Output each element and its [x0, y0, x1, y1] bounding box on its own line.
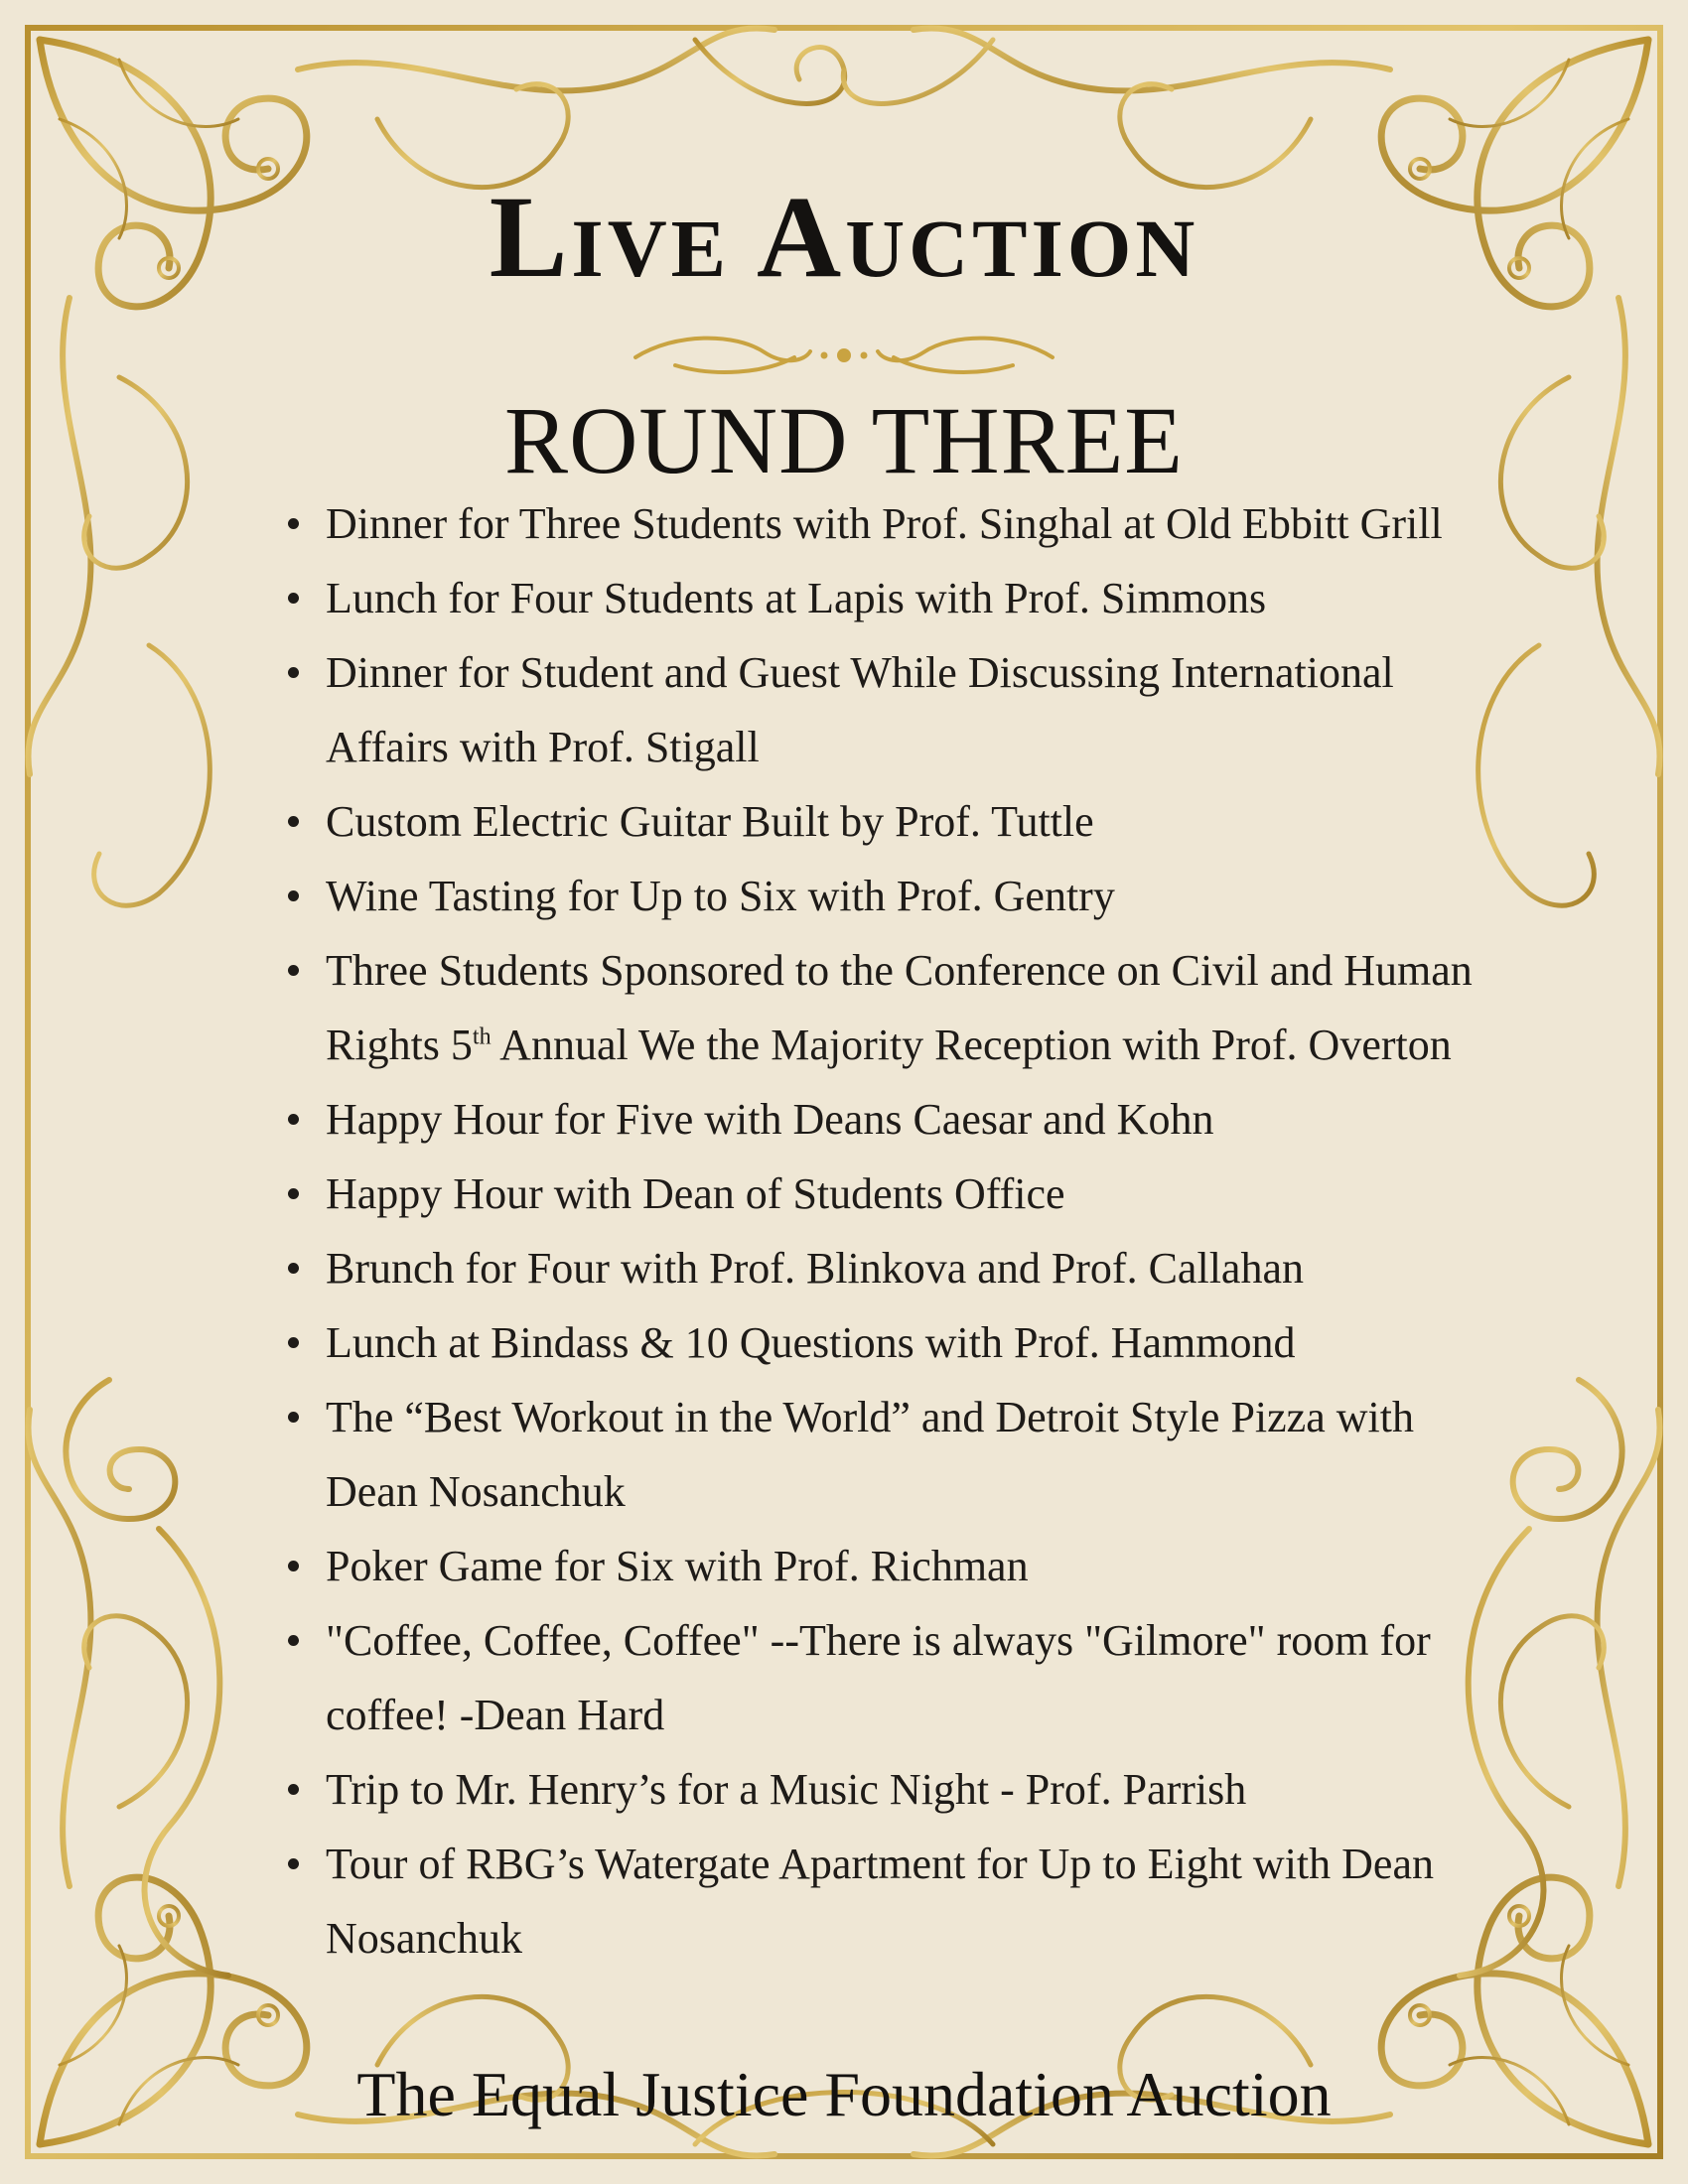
bullet-dot — [288, 1380, 304, 1454]
bullet-dot — [288, 1305, 304, 1380]
round-subtitle: ROUND THREE — [504, 387, 1184, 493]
ornamental-divider — [616, 328, 1072, 383]
list-item: Dinner for Three Students with Prof. Singhal at Old Ebbitt Grill — [288, 486, 1479, 561]
bullet-dot — [288, 933, 304, 1008]
list-item: Brunch for Four with Prof. Blinkova and Prof. Callahan — [288, 1231, 1479, 1305]
footer-title: The Equal Justice Foundation Auction — [356, 2059, 1332, 2129]
bullet-dot — [288, 1157, 304, 1231]
bullet-dot — [288, 1827, 304, 1901]
page-title: Live Auction — [489, 172, 1199, 302]
bullet-dot — [288, 1529, 304, 1603]
list-item: Lunch at Bindass & 10 Questions with Prof. Hammond — [288, 1305, 1479, 1380]
list-item: The “Best Workout in the World” and Detroit Style Pizza with Dean Nosanchuk — [288, 1380, 1479, 1529]
list-item: Happy Hour with Dean of Students Office — [288, 1157, 1479, 1231]
bullet-dot — [288, 486, 304, 561]
list-item: Three Students Sponsored to the Conference on Civil and Human Rights 5th Annual We the Majority Reception with Prof. Overton — [288, 933, 1479, 1082]
list-item: Lunch for Four Students at Lapis with Prof. Simmons — [288, 561, 1479, 635]
list-item: Dinner for Student and Guest While Discussing International Affairs with Prof. Stigall — [288, 635, 1479, 784]
list-item: Trip to Mr. Henry’s for a Music Night - Prof. Parrish — [288, 1752, 1479, 1827]
list-item: Happy Hour for Five with Deans Caesar and Kohn — [288, 1082, 1479, 1157]
bullet-dot — [288, 635, 304, 710]
list-item: Wine Tasting for Up to Six with Prof. Gentry — [288, 859, 1479, 933]
bullet-dot — [288, 1603, 304, 1678]
bullet-dot — [288, 1082, 304, 1157]
auction-items-list — [288, 486, 1479, 1976]
list-item: Custom Electric Guitar Built by Prof. Tuttle — [288, 784, 1479, 859]
bullet-dot — [288, 1231, 304, 1305]
list-item: Poker Game for Six with Prof. Richman — [288, 1529, 1479, 1603]
bullet-dot — [288, 561, 304, 635]
list-item: Tour of RBG’s Watergate Apartment for Up to Eight with Dean Nosanchuk — [288, 1827, 1479, 1976]
bullet-dot — [288, 1752, 304, 1827]
bullet-dot — [288, 784, 304, 859]
list-item: "Coffee, Coffee, Coffee" --There is always "Gilmore" room for coffee! -Dean Hard — [288, 1603, 1479, 1752]
bullet-dot — [288, 859, 304, 933]
